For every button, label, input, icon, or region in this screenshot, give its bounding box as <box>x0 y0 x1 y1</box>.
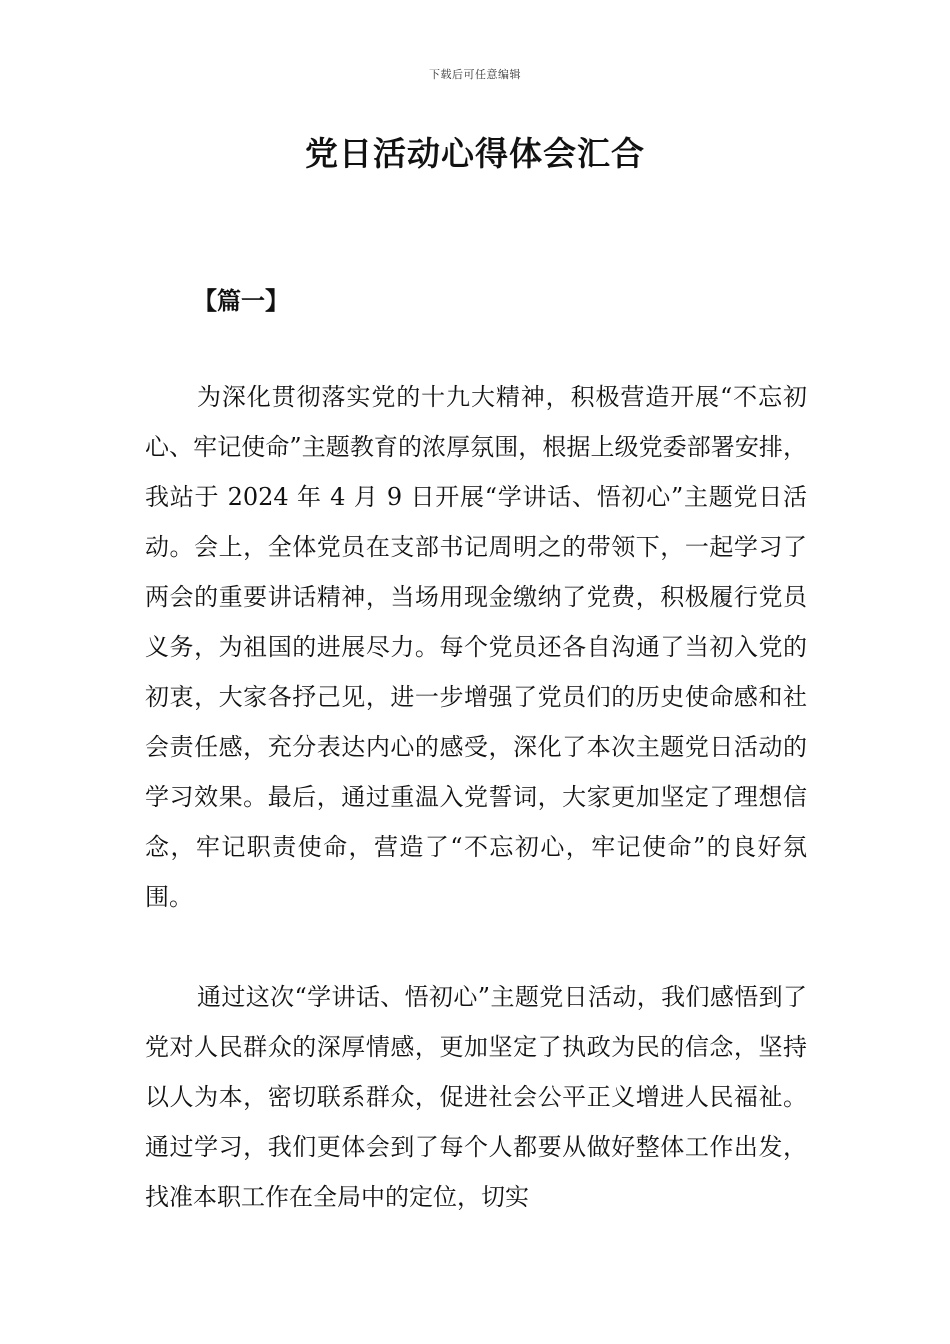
header-note: 下载后可任意编辑 <box>429 68 521 81</box>
document-title: 党日活动心得体会汇合 <box>305 134 645 173</box>
body-paragraph-1: 为深化贯彻落实党的十九大精神，积极营造开展“不忘初心、牢记使命”主题教育的浓厚氛围，根据上级党委部署安排，我站于 2024 年 4 月 9 日开展“学讲话、悟初心”主题党日活动。会上，全体党员在支部书记周明之的带领下，一起学习了两会的重要讲话精神，当场用现金缴纳了党费，积极履行党员义务，为祖国的进展尽力。每个党员还各自沟通了当初入党的初衷，大家各抒己见，进一步增强了党员们的历史使命感和社会责任感，充分表达内心的感受，深化了本次主题党日活动的学习效果。最后，通过重温入党誓词，大家更加坚定了理想信念，牢记职责使命，营造了“不忘初心，牢记使命”的良好氛围。 <box>145 383 807 911</box>
body-paragraph-2: 通过这次“学讲话、悟初心”主题党日活动，我们感悟到了党对人民群众的深厚情感，更加坚定了执政为民的信念，坚持以人为本，密切联系群众，促进社会公平正义增进人民福祉。通过学习，我们更体会到了每个人都要从做好整体工作出发，找准本职工作在全局中的定位，切实 <box>145 983 807 1211</box>
section-heading: 【篇一】 <box>193 287 289 315</box>
